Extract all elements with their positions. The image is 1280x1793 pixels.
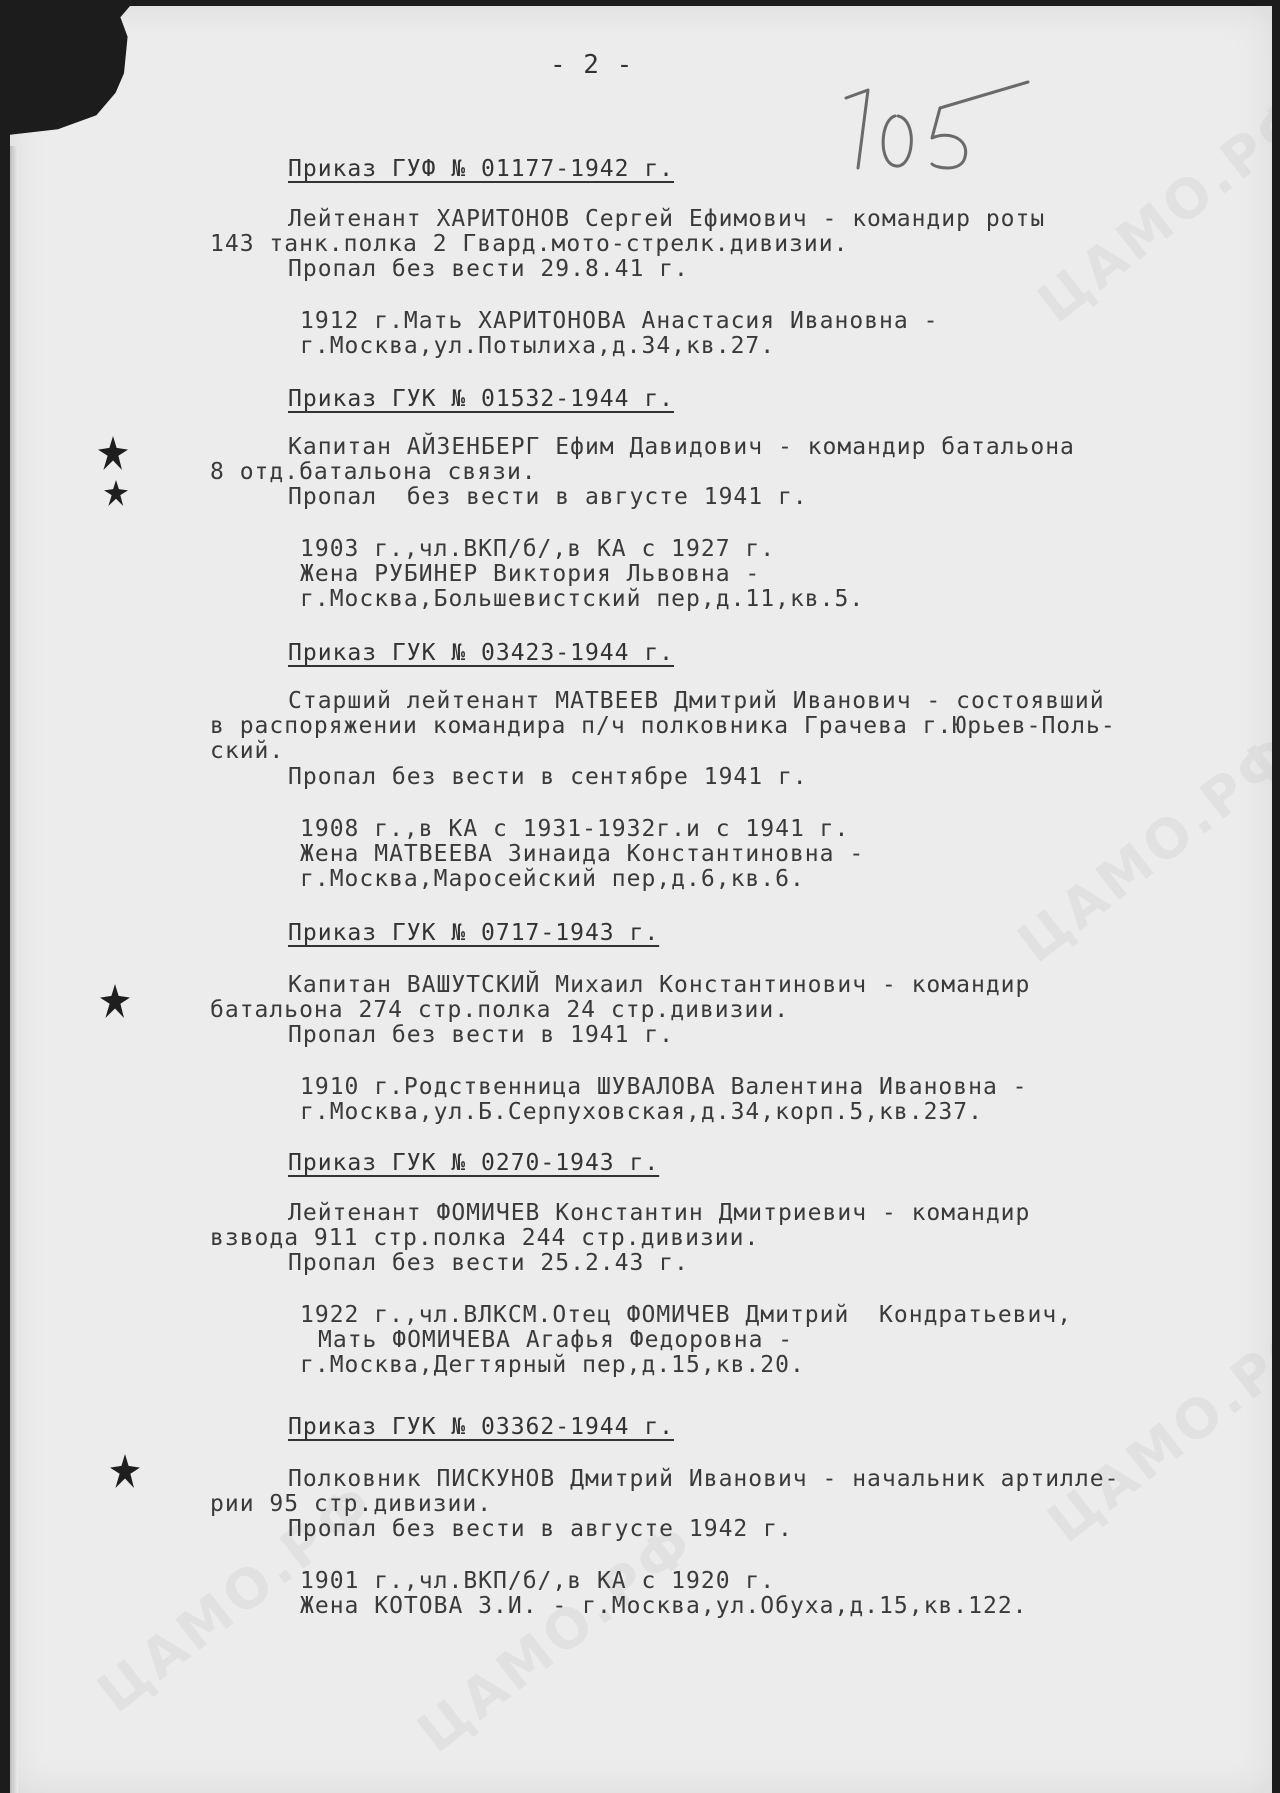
- record-text-line: в распоряжении командира п/ч полковника Грачева г.Юрьев-Поль-: [210, 713, 1116, 739]
- record-text-line: 1922 г.,чл.ВЛКСМ.Отец ФОМИЧЕВ Дмитрий Кондратьевич,: [300, 1302, 1073, 1328]
- record-text-line: 1912 г.Мать ХАРИТОНОВА Анастасия Ивановна -: [300, 308, 939, 334]
- punch-hole: [98, 436, 128, 470]
- record-text-line: Лейтенант ФОМИЧЕВ Константин Дмитриевич - командир: [288, 1200, 1031, 1226]
- record-text-line: ский.: [210, 738, 285, 764]
- watermark: [1006, 720, 1272, 975]
- record-text-line: Пропал без вести в августе 1942 г.: [288, 1516, 793, 1542]
- punch-hole: [110, 1454, 140, 1488]
- record-text-line: Пропал без вести в августе 1941 г.: [288, 484, 808, 510]
- record-text-line: 143 танк.полка 2 Гвард.мото-стрелк.дивизии.: [210, 231, 849, 257]
- record-text-line: Старший лейтенант МАТВЕЕВ Дмитрий Иванович - состоявший: [288, 688, 1105, 714]
- page-number: - 2 -: [550, 50, 634, 80]
- record-text-line: г.Москва,Маросейский пер,д.6,кв.6.: [300, 866, 805, 892]
- order-heading: Приказ ГУК № 0270-1943 г.: [288, 1150, 660, 1176]
- record-text-line: 1908 г.,в КА с 1931-1932г.и с 1941 г.: [300, 816, 850, 842]
- record-text-line: Капитан АЙЗЕНБЕРГ Ефим Давидович - командир батальона: [288, 434, 1075, 460]
- order-heading: Приказ ГУК № 03362-1944 г.: [288, 1414, 675, 1440]
- record-text-line: рии 95 стр.дивизии.: [210, 1491, 493, 1517]
- record-text-line: Капитан ВАШУТСКИЙ Михаил Константинович - командир: [288, 972, 1031, 998]
- order-heading: Приказ ГУК № 01532-1944 г.: [288, 386, 675, 412]
- record-text-line: Полковник ПИСКУНОВ Дмитрий Иванович - начальник артилле-: [288, 1466, 1120, 1492]
- record-text-line: Мать ФОМИЧЕВА Агафья Федоровна -: [318, 1327, 794, 1353]
- record-text-line: Лейтенант ХАРИТОНОВ Сергей Ефимович - командир роты: [288, 206, 1046, 232]
- record-text-line: Пропал без вести в 1941 г.: [288, 1022, 675, 1048]
- record-text-line: Жена РУБИНЕР Виктория Львовна -: [300, 561, 761, 587]
- order-heading: Приказ ГУК № 0717-1943 г.: [288, 920, 660, 946]
- order-heading: Приказ ГУФ № 01177-1942 г.: [288, 156, 675, 182]
- punch-hole: [100, 984, 130, 1018]
- watermark: [1036, 1300, 1272, 1555]
- record-text-line: взвода 911 стр.полка 244 стр.дивизии.: [210, 1225, 760, 1251]
- record-text-line: 1910 г.Родственница ШУВАЛОВА Валентина Ивановна -: [300, 1074, 1028, 1100]
- record-text-line: Пропал без вести 25.2.43 г.: [288, 1250, 689, 1276]
- document-page: [10, 6, 1272, 1793]
- record-text-line: батальона 274 стр.полка 24 стр.дивизии.: [210, 997, 790, 1023]
- record-text-line: Пропал без вести в сентябре 1941 г.: [288, 764, 808, 790]
- watermark: [1026, 80, 1272, 335]
- record-text-line: Жена МАТВЕЕВА Зинаида Константиновна -: [300, 841, 865, 867]
- record-text-line: г.Москва,ул.Потылиха,д.34,кв.27.: [300, 333, 776, 359]
- order-heading: Приказ ГУК № 03423-1944 г.: [288, 640, 675, 666]
- watermark: [406, 1510, 707, 1765]
- handwritten-page-number: [840, 68, 1040, 178]
- record-text-line: г.Москва,ул.Б.Серпуховская,д.34,корп.5,кв.237.: [300, 1099, 983, 1125]
- torn-corner: [10, 6, 130, 146]
- punch-hole: [104, 480, 128, 506]
- record-text-line: Пропал без вести 29.8.41 г.: [288, 256, 689, 282]
- record-text-line: 1903 г.,чл.ВКП/б/,в КА с 1927 г.: [300, 536, 776, 562]
- record-text-line: г.Москва,Большевистский пер,д.11,кв.5.: [300, 586, 865, 612]
- record-text-line: Жена КОТОВА З.И. - г.Москва,ул.Обуха,д.15,кв.122.: [300, 1593, 1028, 1619]
- record-text-line: г.Москва,Дегтярный пер,д.15,кв.20.: [300, 1352, 805, 1378]
- record-text-line: 8 отд.батальона связи.: [210, 459, 537, 485]
- page-edge-shadow: [10, 146, 18, 1793]
- record-text-line: 1901 г.,чл.ВКП/б/,в КА с 1920 г.: [300, 1568, 776, 1594]
